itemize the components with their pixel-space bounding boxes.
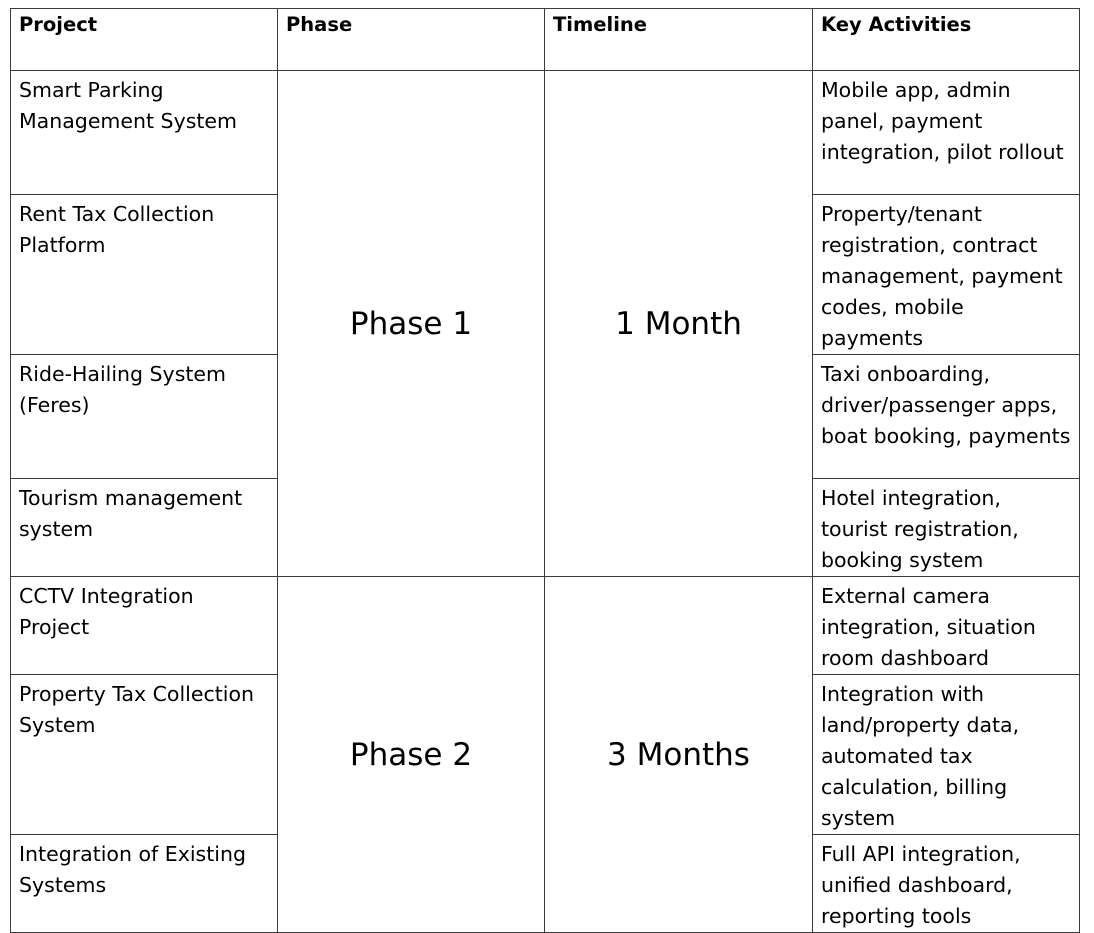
activities-cell: Property/tenant registration, contract management, payment codes, mobile payments [813,195,1080,355]
project-cell: CCTV Integration Project [11,577,278,675]
activities-cell: Integration with land/property data, automated tax calculation, billing system [813,675,1080,835]
phase-cell: Phase 2 [278,577,545,933]
project-phase-table [10,8,1080,933]
table-row [11,71,1080,195]
timeline-cell: 3 Months [545,577,813,933]
activities-cell: Full API integration, unified dashboard, reporting tools [813,835,1080,933]
timeline-cell: 1 Month [545,71,813,577]
project-cell: Tourism management system [11,479,278,577]
header-phase: Phase [278,9,545,71]
table-row [11,577,1080,675]
phase-cell: Phase 1 [278,71,545,577]
project-cell: Integration of Existing Systems [11,835,278,933]
activities-cell: Taxi onboarding, driver/passenger apps, boat booking, payments [813,355,1080,479]
table-header-row [11,9,1080,71]
header-key-activities: Key Activities [813,9,1080,71]
activities-cell: External camera integration, situation room dashboard [813,577,1080,675]
header-project: Project [11,9,278,71]
activities-cell: Hotel integration, tourist registration, booking system [813,479,1080,577]
project-cell: Property Tax Collection System [11,675,278,835]
project-cell: Rent Tax Collection Platform [11,195,278,355]
activities-cell: Mobile app, admin panel, payment integration, pilot rollout [813,71,1080,195]
project-cell: Ride-Hailing System (Feres) [11,355,278,479]
header-timeline: Timeline [545,9,813,71]
project-cell: Smart Parking Management System [11,71,278,195]
